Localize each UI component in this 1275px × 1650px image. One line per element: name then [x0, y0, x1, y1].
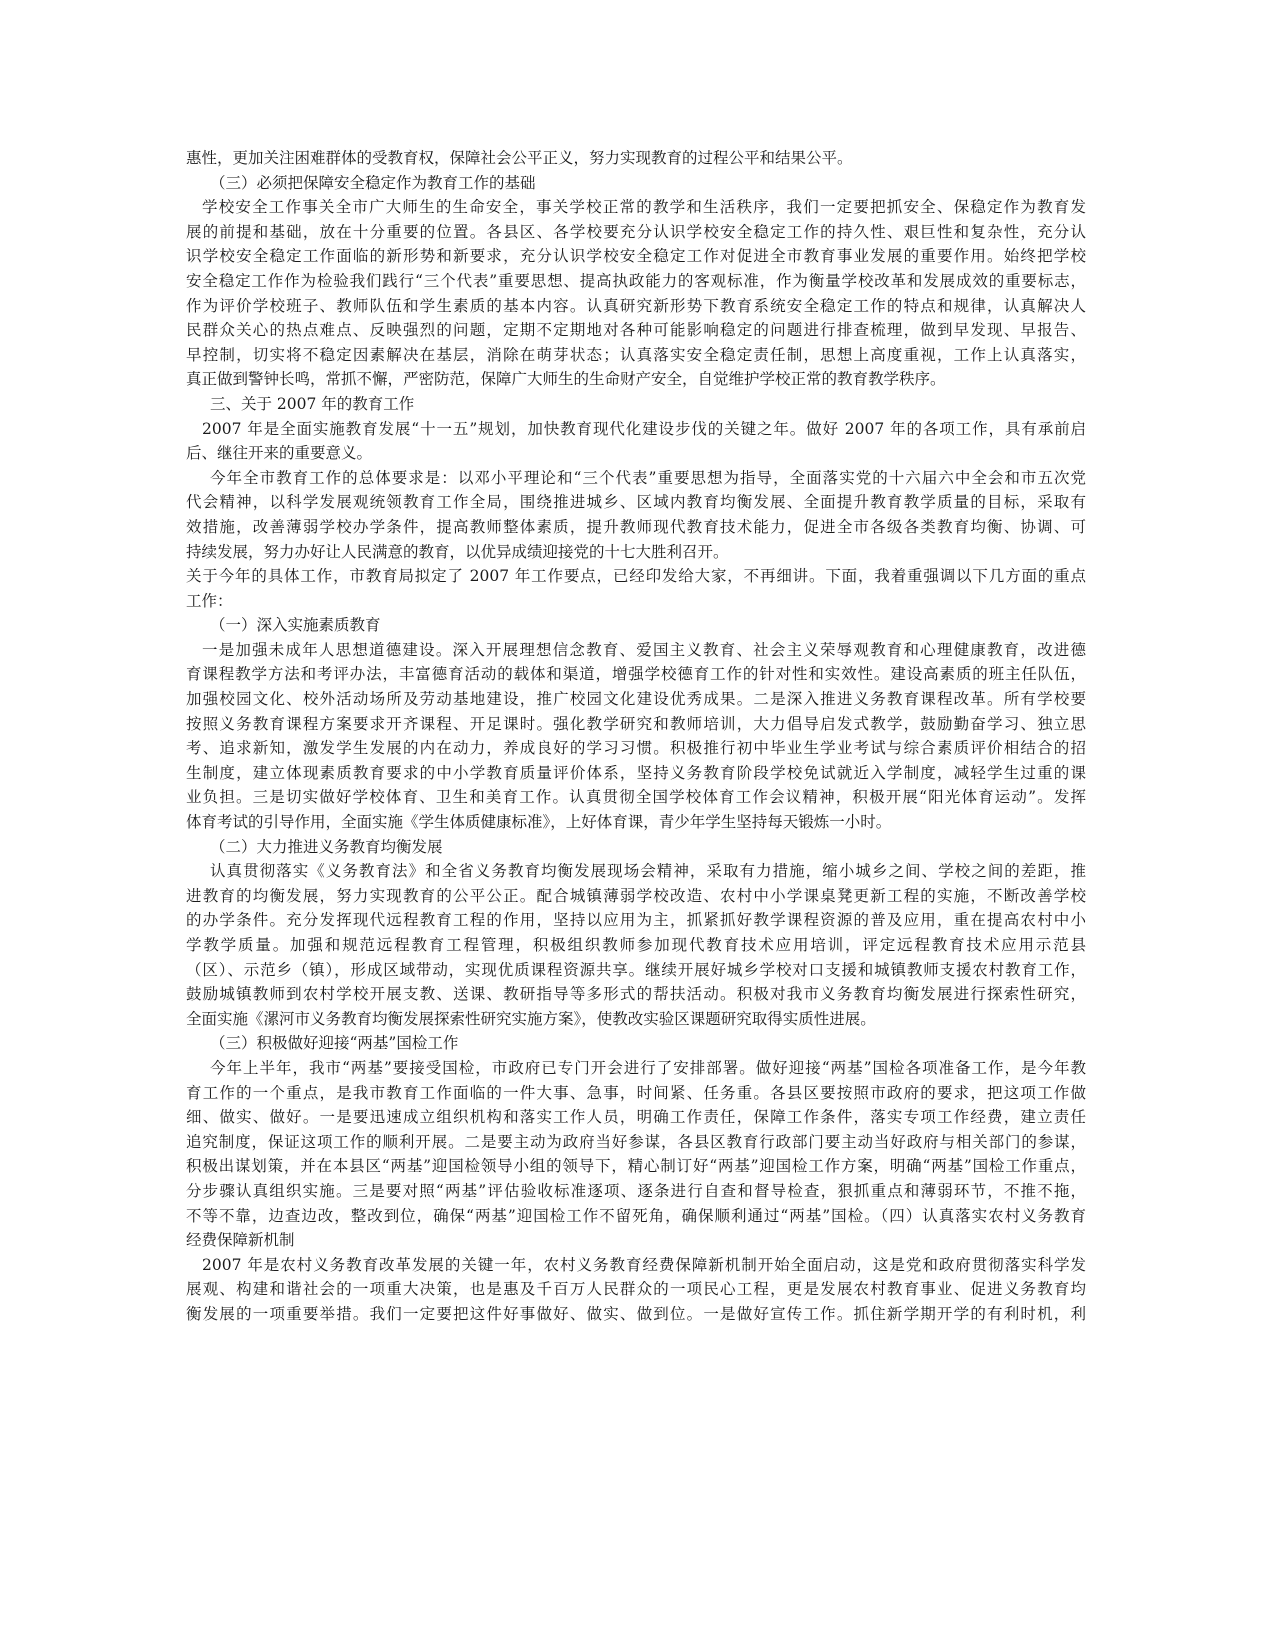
- text-line: 惠性，更加关注困难群体的受教育权，保障社会公平正义，努力实现教育的过程公平和结果公平。: [186, 149, 853, 167]
- text-line: 2007 年是全面实施教育发展“十一五”规划，加快教育现代化建设步伐的关键之年。做好 2007 年的各项工作，具有承前启: [202, 419, 1086, 438]
- text-line: 育工作的一个重点，是我市教育工作面临的一件大事、急事，时间紧、任务重。各县区要按照市政府的要求，把这项工作做: [186, 1083, 1086, 1102]
- text-line: 育课程教学方法和考评办法，丰富德育活动的载体和渠道，增强学校德育工作的针对性和实效性。建设高素质的班主任队伍，: [186, 665, 1086, 684]
- text-line: 业负担。三是切实做好学校体育、卫生和美育工作。认真贯彻全国学校体育工作会议精神，积极开展“阳光体育运动”。发挥: [186, 788, 1086, 807]
- text-line: 追究制度，保证这项工作的顺利开展。二是要主动为政府当好参谋，各县区教育行政部门要主动当好政府与相关部门的参谋，: [186, 1132, 1086, 1151]
- text-line: 按照义务教育课程方案要求开齐课程、开足课时。强化教学研究和教师培训，大力倡导启发式教学，鼓励勤奋学习、独立思: [186, 714, 1086, 733]
- text-line: 细、做实、做好。一是要迅速成立组织机构和落实工作人员，明确工作责任，保障工作条件，落实专项工作经费，建立责任: [186, 1108, 1086, 1127]
- text-line: 关于今年的具体工作，市教育局拟定了 2007 年工作要点，已经印发给大家，不再细讲。下面，我着重强调以下几方面的重点: [186, 567, 1086, 586]
- text-line: 全面实施《漯河市义务教育均衡发展探索性研究实施方案》，使教改实验区课题研究取得实质性进展。: [186, 1009, 876, 1028]
- text-line: 的办学条件。充分发挥现代远程教育工程的作用，坚持以应用为主，抓紧抓好教学课程资源的普及应用，重在提高农村中小: [186, 911, 1086, 930]
- text-line: 进教育的均衡发展，努力实现教育的公平公正。配合城镇薄弱学校改造、农村中小学课桌凳更新工程的实施，不断改善学校: [186, 886, 1086, 905]
- text-line: 后、继往开来的重要意义。: [186, 444, 373, 463]
- text-line: 衡发展的一项重要举措。我们一定要把这件好事做好、做实、做到位。一是做好宣传工作。抓住新学期开学的有利时机，利: [186, 1304, 1086, 1323]
- text-line: 一是加强未成年人思想道德建设。深入开展理想信念教育、爱国主义教育、社会主义荣辱观教育和心理健康教育，改进德: [202, 640, 1086, 659]
- text-line: 鼓励城镇教师到农村学校开展支教、送课、教研指导等多形式的帮扶活动。积极对我市义务教育均衡发展进行探索性研究，: [186, 985, 1086, 1004]
- text-line: （三）必须把保障安全稳定作为教育工作的基础: [210, 173, 536, 192]
- text-line: 不等不靠，边查边改，整改到位，确保“两基”迎国检工作不留死角，确保顺利通过“两基”国检。（四）认真落实农村义务教育: [186, 1206, 1086, 1225]
- text-line: 分步骤认真组织实施。三是要对照“两基”评估验收标准逐项、逐条进行自查和督导检查，狠抓重点和薄弱环节，不推不拖，: [186, 1181, 1086, 1200]
- text-line: （三）积极做好迎接“两基”国检工作: [210, 1034, 459, 1053]
- text-line: 安全稳定工作作为检验我们践行“三个代表”重要思想、提高执政能力的客观标准，作为衡量学校改革和发展成效的重要标志，: [186, 271, 1086, 290]
- text-line: 生制度，建立体现素质教育要求的中小学教育质量评价体系，坚持义务教育阶段学校免试就近入学制度，减轻学生过重的课: [186, 763, 1086, 782]
- text-line: 认真贯彻落实《义务教育法》和全省义务教育均衡发展现场会精神，采取有力措施，缩小城乡之间、学校之间的差距，推: [210, 862, 1086, 881]
- text-line: 工作：: [186, 591, 233, 610]
- text-line: （区）、示范乡（镇），形成区域带动，实现优质课程资源共享。继续开展好城乡学校对口支援和城镇教师支援农村教育工作，: [186, 960, 1086, 979]
- text-line: 加强校园文化、校外活动场所及劳动基地建设，推广校园文化建设优秀成果。二是深入推进义务教育课程改革。所有学校要: [186, 690, 1086, 709]
- text-line: 今年全市教育工作的总体要求是：以邓小平理论和“三个代表”重要思想为指导，全面落实党的十六届六中全会和市五次党: [210, 468, 1086, 487]
- text-line: 考、追求新知，激发学生发展的内在动力，养成良好的学习习惯。积极推行初中毕业生学业考试与综合素质评价相结合的招: [186, 739, 1086, 758]
- text-line: 展观、构建和谐社会的一项重大决策，也是惠及千百万人民群众的一项民心工程，更是发展农村教育事业、促进义务教育均: [186, 1280, 1086, 1299]
- text-line: 经费保障新机制: [186, 1231, 295, 1250]
- text-line: （二）大力推进义务教育均衡发展: [210, 837, 443, 856]
- text-line: 体育考试的引导作用，全面实施《学生体质健康标准》，上好体育课，青少年学生坚持每天锻炼一小时。: [186, 813, 892, 832]
- text-line: （一）深入实施素质教育: [210, 616, 381, 635]
- text-line: 代会精神，以科学发展观统领教育工作全局，围绕推进城乡、区域内教育均衡发展、全面提升教育教学质量的目标，采取有: [186, 493, 1086, 512]
- text-line: 学校安全工作事关全市广大师生的生命安全，事关学校正常的教学和生活秩序，我们一定要把抓安全、保稳定作为教育发: [202, 198, 1086, 217]
- text-line: 效措施，改善薄弱学校办学条件，提高教师整体素质，提升教师现代教育技术能力，促进全市各级各类教育均衡、协调、可: [186, 517, 1086, 536]
- text-line: 今年上半年，我市“两基”要接受国检，市政府已专门开会进行了安排部署。做好迎接“两基”国检各项准备工作，是今年教: [210, 1058, 1086, 1077]
- text-line: 早控制，切实将不稳定因素解决在基层，消除在萌芽状态；认真落实安全稳定责任制，思想上高度重视，工作上认真落实，: [186, 345, 1086, 364]
- text-line: 学教学质量。加强和规范远程教育工程管理，积极组织教师参加现代教育技术应用培训，评定远程教育技术应用示范县: [186, 936, 1086, 954]
- text-line: 真正做到警钟长鸣，常抓不懈，严密防范，保障广大师生的生命财产安全，自觉维护学校正常的教育教学秩序。: [186, 370, 946, 389]
- text-line: 展的前提和基础，放在十分重要的位置。各县区、各学校要充分认识学校安全稳定工作的持久性、艰巨性和复杂性，充分认: [186, 222, 1086, 241]
- text-line: 识学校安全稳定工作面临的新形势和新要求，充分认识学校安全稳定工作对促进全市教育事业发展的重要作用。始终把学校: [186, 247, 1086, 266]
- text-line: 积极出谋划策，并在本县区“两基”迎国检领导小组的领导下，精心制订好“两基”迎国检工作方案，明确“两基”国检工作重点，: [186, 1157, 1086, 1176]
- text-line: 持续发展，努力办好让人民满意的教育，以优异成绩迎接党的十七大胜利召开。: [186, 542, 729, 561]
- text-line: 三、关于 2007 年的教育工作: [210, 394, 415, 413]
- text-line: 2007 年是农村义务教育改革发展的关键一年，农村义务教育经费保障新机制开始全面启动，这是党和政府贯彻落实科学发: [202, 1255, 1086, 1274]
- document-page: [186, 146, 1086, 1327]
- text-line: 作为评价学校班子、教师队伍和学生素质的基本内容。认真研究新形势下教育系统安全稳定工作的特点和规律，认真解决人: [186, 296, 1086, 315]
- text-line: 民群众关心的热点难点、反映强烈的问题，定期不定期地对各种可能影响稳定的问题进行排查梳理，做到早发现、早报告、: [186, 321, 1086, 340]
